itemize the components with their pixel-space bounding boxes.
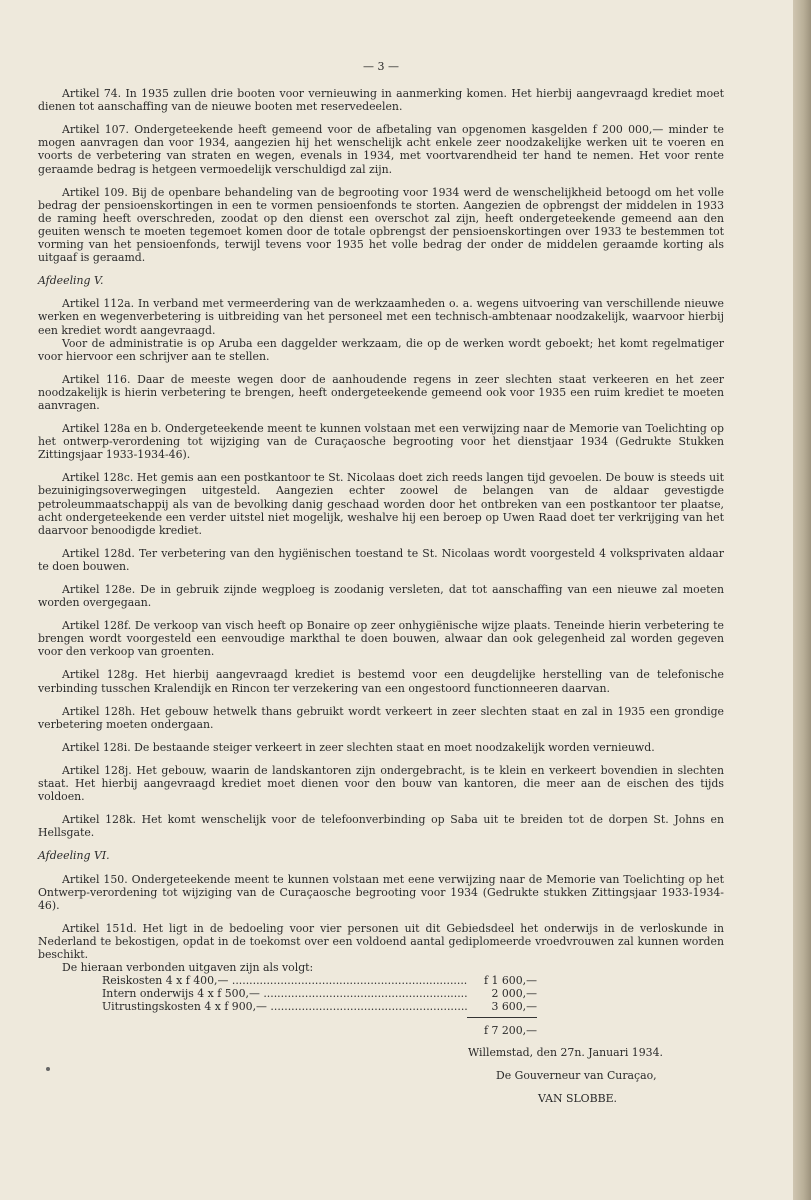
costs-intro: De hieraan verbonden uitgaven zijn als volgt: — [62, 961, 314, 975]
place-date: Willemstad, den 27n. Januari 1934. — [468, 1045, 663, 1059]
signatory-title: De Gouverneur van Curaçao, — [496, 1068, 657, 1082]
cost-amount: 3 600,— — [491, 1000, 537, 1014]
signatory-name: VAN SLOBBE. — [538, 1091, 618, 1105]
costs-table — [38, 974, 724, 1037]
paragraph-artikel-112a: Artikel 112a. In verband met vermeerdering van de werkzaamheden o. a. wegens uitvoering van verschillende nieuwe werken en wegenverbetering is uitbreiding van het personeel met een technisch-ambtenaar noodzakelijk, waarvoor hierbij een krediet wordt aangevraagd. — [38, 297, 724, 337]
cost-row — [102, 987, 537, 1000]
section-heading-afdeeling-v: Afdeeling V. — [38, 274, 104, 288]
paragraph-artikel-128g: Artikel 128g. Het hierbij aangevraagd krediet is bestemd voor een deugdelijke herstelling van de telefonische verbinding tusschen Kralendijk en Rincon ter verzekering van een ongestoord functionneeren daarvan. — [38, 668, 724, 695]
document-content — [38, 60, 724, 1115]
ink-speck — [46, 1067, 50, 1071]
page-number: — 3 — — [363, 60, 399, 73]
cost-amount: 2 000,— — [491, 987, 537, 1001]
paragraph-artikel-128k: Artikel 128k. Het komt wenschelijk voor de telefoonverbinding op Saba uit te breiden tot de dorpen St. Johns en Hellsgate. — [38, 813, 724, 840]
paragraph-artikel-150: Artikel 150. Ondergeteekende meent te kunnen volstaan met eene verwijzing naar de Memorie van Toelichting op het Ontwerp-verordening tot wijziging van de Curaçaosche begrooting voor 1934 (Gedrukte stukken Zittingsjaar 1933-1934-46). — [38, 872, 724, 912]
cost-label: Uitrustingskosten 4 x f 900,— ..... — [102, 1000, 467, 1013]
section-heading-afdeeling-vi: Afdeeling VI. — [38, 849, 110, 863]
scan-edge — [793, 0, 811, 1200]
paragraph-artikel-151d: Artikel 151d. Het ligt in de bedoeling voor vier personen uit dit Gebiedsdeel het onderwijs in de verloskunde in Nederland te bekostigen, opdat in de toekomst over een voldoend aantal gediplomeerde vroedvrouwen zal kunnen worden beschikt. — [38, 921, 724, 961]
paragraph-artikel-128d: Artikel 128d. Ter verbetering van den hygiënischen toestand te St. Nicolaas wordt voorgesteld 4 volksprivaten aldaar te doen bouwen. — [38, 546, 724, 573]
cost-label: Intern onderwijs 4 x f 500,— ..... — [102, 987, 467, 1000]
paragraph-administratie-aruba: Voor de administratie is op Aruba een daggelder werkzaam, die op de werken wordt geboekt; het komt regelmatiger voor hiervoor een schrijver aan te stellen. — [38, 336, 724, 363]
paragraph-artikel-107: Artikel 107. Ondergeteekende heeft gemeend voor de afbetaling van opgenomen kasgelden f 200 000,— minder te mogen aanvragen dan voor 1934, aangezien hij het wenschelijk acht enkele zeer noodzakelijke werken uit te voeren en voorts de verbetering van straten en wegen, evenals in 1934, met voortvarendheid ter hand te nemen. Het voor rente geraamde bedrag is hetgeen vermoedelijk verschuldigd zal zijn. — [38, 123, 724, 176]
paragraph-artikel-128f: Artikel 128f. De verkoop van visch heeft op Bonaire op zeer onhygiënische wijze plaats. Teneinde hierin verbetering te brengen wordt voorgesteld een eenvoudige markthal te doen bouwen, alwaar dan ook gelegenheid zal worden gegeven voor den verkoop van groenten. — [38, 619, 724, 659]
cost-total: f 7 200,— — [483, 1024, 537, 1038]
total-divider — [467, 1017, 537, 1024]
paragraph-artikel-128j: Artikel 128j. Het gebouw, waarin de landskantoren zijn ondergebracht, is te klein en verkeert bovendien in slechten staat. Het hierbij aangevraagd krediet moet dienen voor den bouw van kantoren, die meer aan de eischen des tijds voldoen. — [38, 763, 724, 804]
paragraph-artikel-109: Artikel 109. Bij de openbare behandeling van de begrooting voor 1934 werd de wenschelijkheid betoogd om het volle bedrag der pensioenskortingen in een te vormen pensioenfonds te storten. Aangezien de opbrengst der middelen in 1933 de raming heeft overschreden, zoodat op den dienst een overschot zal zijn, heeft ondergeteekende gemeend aan den geuiten wensch te moeten tegemoet komen door de totale opbrengst der pensioenskortingen over 1933 te bestemmen tot vorming van het pensioenfonds, terwijl tevens voor 1935 het volle bedrag der onder de middelen geraamde korting als uitgaaf is geraamd. — [38, 185, 724, 265]
paragraph-artikel-74: Artikel 74. In 1935 zullen drie booten voor vernieuwing in aanmerking komen. Het hierbij aangevraagd krediet moet dienen tot aanschaffing van de nieuwe booten met reservedeelen. — [38, 87, 724, 114]
cost-row — [102, 1000, 537, 1013]
paragraph-artikel-128ab: Artikel 128a en b. Ondergeteekende meent te kunnen volstaan met een verwijzing naar de Memorie van Toelichting op het ontwerp-verordening tot wijziging van de Curaçaosche begrooting voor het dienstjaar 1934 (Gedrukte Stukken Zittingsjaar 1933-1934-46). — [38, 422, 724, 462]
cost-amount: f 1 600,— — [483, 974, 537, 988]
cost-total-row — [102, 1024, 537, 1037]
paragraph-artikel-128c: Artikel 128c. Het gemis aan een postkantoor te St. Nicolaas doet zich reeds langen tijd gevoelen. De bouw is steeds uit bezuinigingsoverwegingen uitgesteld. Aangezien echter zoowel de belangen van de aldaar gevestigde petroleummaatschappij als van de bevolking danig geschaad worden door het ontbreken van een postkantoor ter plaatse, acht ondergeteekende een verder uitstel niet mogelijk, weshalve hij een beroep op Uwen Raad doet ter verkrijging van het daarvoor benoodigde krediet. — [38, 471, 724, 537]
cost-row — [102, 974, 537, 987]
signature-block — [468, 1046, 724, 1105]
paragraph-artikel-128i: Artikel 128i. De bestaande steiger verkeert in zeer slechten staat en moet noodzakelijk worden vernieuwd. — [62, 740, 655, 754]
paragraph-artikel-116: Artikel 116. Daar de meeste wegen door de aanhoudende regens in zeer slechten staat verkeeren en het zeer noodzakelijk is hierin verbetering te brengen, heeft ondergeteekende gemeend ook voor 1935 een ruim krediet te moeten aanvragen. — [38, 372, 724, 412]
cost-label: Reiskosten 4 x f 400,— ..... — [102, 974, 467, 987]
paragraph-artikel-128e: Artikel 128e. De in gebruik zijnde wegploeg is zoodanig versleten, dat tot aanschaffing van een nieuwe zal moeten worden overgegaan. — [38, 583, 724, 610]
paragraph-artikel-128h: Artikel 128h. Het gebouw hetwelk thans gebruikt wordt verkeert in zeer slechten staat en zal in 1935 een grondige verbetering moeten ondergaan. — [38, 704, 724, 731]
